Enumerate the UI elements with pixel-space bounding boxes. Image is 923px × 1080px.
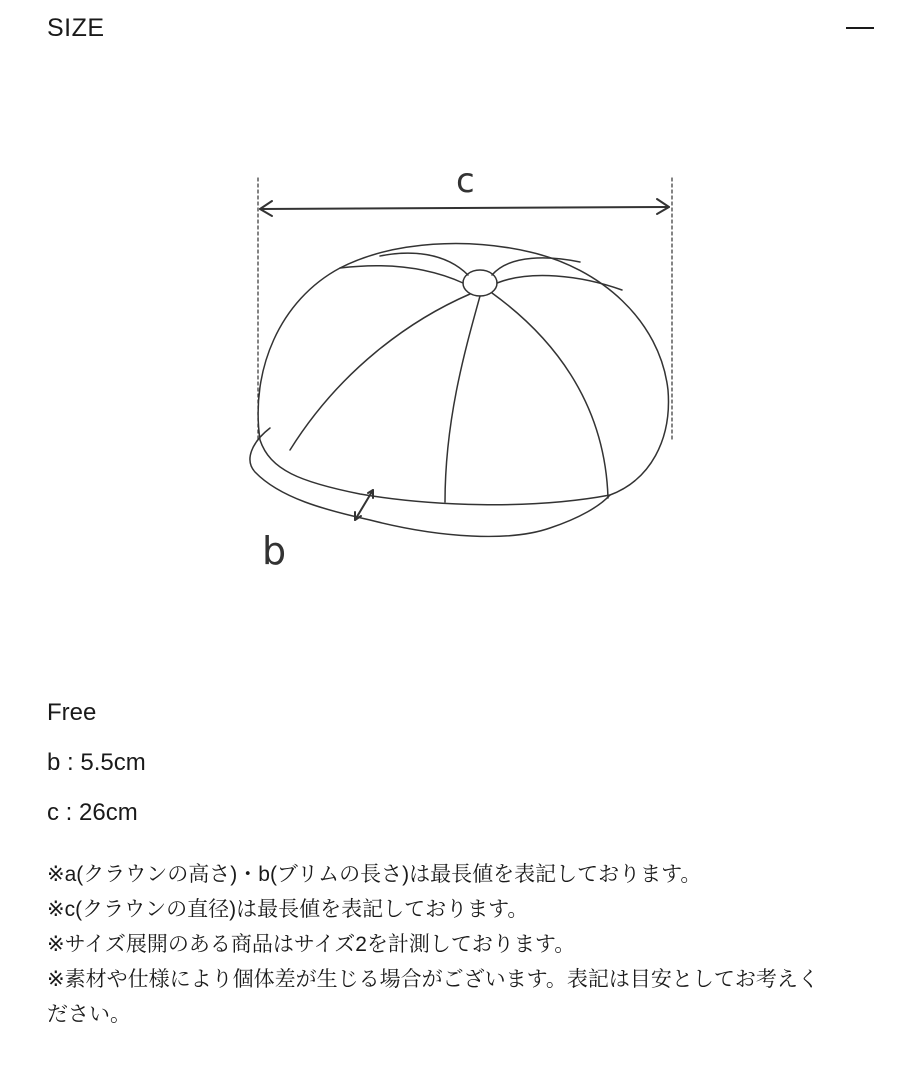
size-values [47,697,146,847]
note-line: ※素材や仕様により個体差が生じる場合がございます。表記は目安としてお考えく [47,968,819,991]
size-free: Free [47,699,97,726]
hat-top-button [463,270,497,296]
note-line: ※サイズ展開のある商品はサイズ2を計測しております。 [47,933,576,956]
size-c-value: c : 26cm [47,799,138,826]
dimension-arrow-c [260,199,669,216]
note-line: ※c(クラウンの直径)は最長値を表記しております。 [47,898,529,921]
note-line: ※a(クラウンの高さ)・b(ブリムの長さ)は最長値を表記しております。 [47,863,702,886]
dimension-label-b: b [262,529,287,573]
collapse-button[interactable] [846,26,874,30]
size-notes [47,857,897,1032]
dimension-label-c: c [456,161,475,201]
minus-icon [846,27,874,29]
note-line: ださい。 [47,1003,131,1026]
hat-size-diagram [230,150,710,590]
size-b-value: b : 5.5cm [47,749,146,776]
hat-brim [250,428,610,536]
section-title: SIZE [47,14,105,42]
